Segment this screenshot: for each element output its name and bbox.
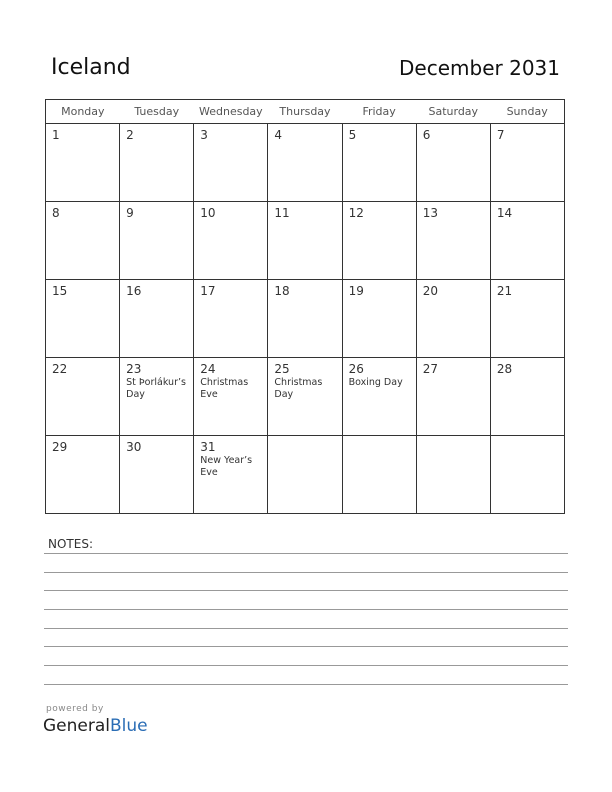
calendar-day-cell [490, 436, 564, 514]
day-number: 16 [126, 284, 142, 298]
day-number: 31 [200, 440, 216, 454]
day-number: 22 [52, 362, 68, 376]
calendar-day-cell [490, 202, 564, 280]
day-number: 3 [200, 128, 208, 142]
weekday-monday: Monday [46, 100, 120, 124]
calendar-week-row [46, 124, 565, 202]
calendar-day-cell [342, 124, 416, 202]
holiday-label: Boxing Day [348, 377, 403, 388]
calendar-day-cell [342, 358, 416, 436]
notes-line [44, 590, 568, 591]
holiday-label: New Year’s Eve [200, 455, 253, 478]
day-number: 20 [422, 284, 438, 298]
day-number: 8 [52, 206, 60, 220]
calendar-day-cell [194, 358, 268, 436]
holiday-label: Christmas Eve [200, 377, 249, 400]
notes-line [44, 609, 568, 610]
weekday-saturday: Saturday [416, 100, 490, 124]
calendar-day-cell [342, 436, 416, 514]
calendar-day-cell [416, 280, 490, 358]
weekday-friday: Friday [342, 100, 416, 124]
day-number: 27 [422, 362, 438, 376]
day-number: 18 [274, 284, 290, 298]
calendar-day-cell [416, 202, 490, 280]
calendar-day-cell [268, 280, 342, 358]
day-number: 1 [52, 128, 60, 142]
calendar-week-row [46, 436, 565, 514]
weekday-thursday: Thursday [268, 100, 342, 124]
weekday-header-row [46, 100, 565, 124]
day-number: 4 [274, 128, 283, 142]
calendar-week-row [46, 202, 565, 280]
day-number: 12 [348, 206, 364, 220]
day-number: 17 [200, 284, 216, 298]
calendar-grid [45, 99, 565, 514]
day-number: 10 [200, 206, 216, 220]
day-number: 15 [52, 284, 68, 298]
calendar-day-cell [416, 436, 490, 514]
calendar-day-cell [268, 436, 342, 514]
calendar-day-cell [120, 124, 194, 202]
notes-line [44, 646, 568, 647]
calendar-day-cell [46, 358, 120, 436]
calendar-day-cell [120, 436, 194, 514]
day-number: 26 [348, 362, 364, 376]
calendar-day-cell [342, 202, 416, 280]
calendar-day-cell [120, 358, 194, 436]
notes-label: NOTES: [48, 537, 93, 551]
day-number: 6 [422, 128, 431, 142]
weekday-tuesday: Tuesday [120, 100, 194, 124]
notes-line [44, 553, 568, 554]
day-number: 24 [200, 362, 216, 376]
calendar-day-cell [120, 280, 194, 358]
day-number: 7 [496, 128, 505, 142]
calendar-day-cell [490, 358, 564, 436]
day-number: 30 [126, 440, 142, 454]
calendar-day-cell [46, 436, 120, 514]
calendar-day-cell [194, 280, 268, 358]
calendar-day-cell [416, 124, 490, 202]
weekday-wednesday: Wednesday [194, 100, 268, 124]
day-number: 2 [126, 128, 134, 142]
calendar-day-cell [46, 202, 120, 280]
calendar-day-cell [490, 280, 564, 358]
calendar-week-row [46, 280, 565, 358]
calendar-day-cell [46, 124, 120, 202]
calendar-day-cell [194, 436, 268, 514]
day-number: 19 [348, 284, 364, 298]
calendar-day-cell [268, 124, 342, 202]
notes-line [44, 572, 568, 573]
day-number: 29 [52, 440, 68, 454]
weekday-sunday: Sunday [490, 100, 564, 124]
day-number: 9 [126, 206, 134, 220]
brand-name-part2: Blue [110, 716, 148, 736]
calendar-day-cell [194, 202, 268, 280]
calendar-day-cell [194, 124, 268, 202]
day-number: 21 [496, 284, 513, 298]
notes-line [44, 628, 568, 629]
notes-line [44, 684, 568, 685]
holiday-label: St Þorlákur’s Day [126, 377, 186, 400]
day-number: 11 [274, 206, 290, 220]
holiday-label: Christmas Day [274, 377, 323, 400]
calendar-week-row [46, 358, 565, 436]
day-number: 25 [274, 362, 290, 376]
calendar-day-cell [490, 124, 564, 202]
calendar-day-cell [46, 280, 120, 358]
day-number: 5 [348, 128, 357, 142]
calendar-day-cell [342, 280, 416, 358]
brand-name-part1: General [43, 716, 110, 736]
powered-by-text: powered by [46, 704, 104, 714]
month-year-title: December 2031 [399, 56, 560, 80]
notes-line [44, 665, 568, 666]
day-number: 23 [126, 362, 142, 376]
calendar-day-cell [268, 358, 342, 436]
calendar-day-cell [416, 358, 490, 436]
day-number: 28 [496, 362, 513, 376]
day-number: 13 [422, 206, 438, 220]
country-title: Iceland [51, 55, 131, 80]
day-number: 14 [496, 206, 513, 220]
brand-logo [43, 716, 148, 736]
calendar-day-cell [120, 202, 194, 280]
calendar-day-cell [268, 202, 342, 280]
